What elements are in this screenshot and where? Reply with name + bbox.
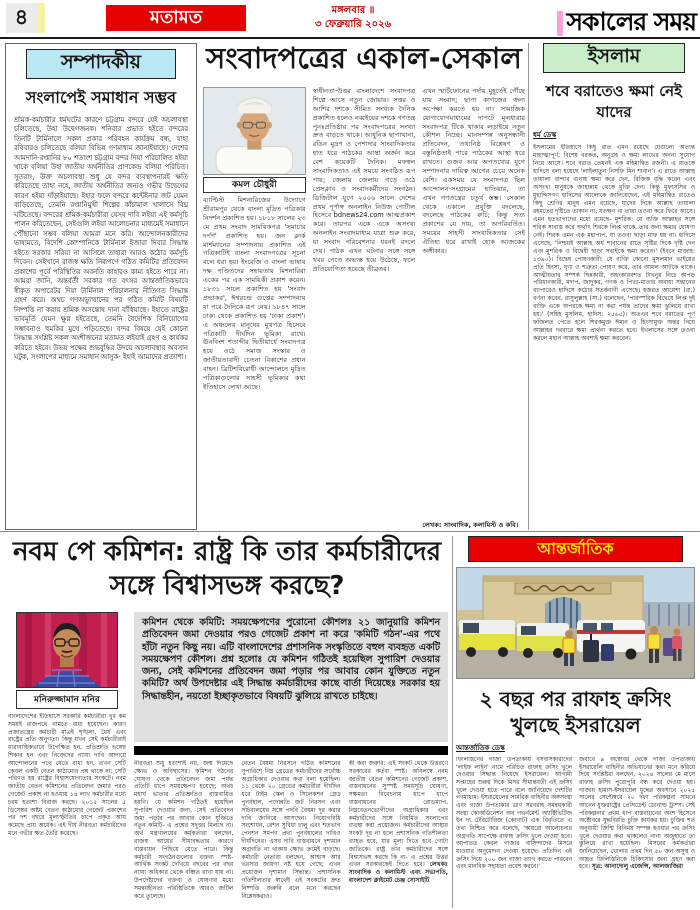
pay-col3-text: বেতন বৈষম্য নিরসনে গঠিত কমিশনের সুপারিশে নিম্ন গ্রেডের কর্মচারীদের সর্বোচ্চ অগ্রাধিকার দেওয়ার কথা বলা হয়েছিল। ১১ থেকে ২০ গ্রেডের কর্মচারীরা দীর্ঘদিন ধরে টাইম স্কেল ও সিলেকশন গ্রেড পুনর্বহাল, পদোন্নতি জট নিরসন এবং সচিবালয়ের সঙ্গে পদবি বৈষম্য দূর করার দাবি জানিয়ে আসছেন। নিয়োগবিধি সংশোধন, রেশন সুবিধা চালু এবং শতভাগ পেনশন সমর্পণ প্রথা পুনর্বহালের দাবিও দীর্ঘদিনের। এসব দাবি বাস্তবায়নে দৃশ্যমান অগ্রগতি না থাকায় ক্ষোভ ক্রমেই বাড়ছে। কর্মচারী নেতারা বলছেন, আশ্বাস আর ভরসার জায়গা নষ্ট হয়ে গেছে; এখন প্রয়োজন দৃশ্যমান সিদ্ধান্ত। প্রশাসনিক গতিশীলতার স্বার্থেই এই সংকটের দ্রুত নিষ্পত্তি জরুরি বলে মনে করছেন বিশ্লেষকরাও। [241,760,341,900]
column-divider-center-islam [528,43,529,530]
islam-body: ইসলামের ইতিহাসে কিছু রাত এমন রয়েছে যেগুলো অত্যন্ত মাহাত্ম্যপূর্ণ; বিশেষ বরকত, অনুগ্রহ ও ক্ষমা লাভের অনন্য সুযোগ নিয়ে আসে। শবে বরাত তেমনই এক মহিমান্বিত রজনী। এ রাতকে হাদিসে বলা হয়েছে 'লাইলাতুন নিসফি মিন শাবান'। এ রাতে আল্লাহ তায়ালা বান্দার গুনাহ ক্ষমা করে দেন, রিজিক বৃদ্ধি করেন এবং অসংখ্য মানুষকে জাহান্নাম থেকে মুক্তি দেন। কিন্তু মুফাসসির ও মুহাদ্দিসগণ হাদিসের আলোকে জানিয়েছেন, এই মহিমান্বিত রাতেও কিছু শ্রেণির মানুষ এমন রয়েছে, যাদের দিকে আল্লাহ তায়ালা রহমতের দৃষ্টিতে তাকান না, যতক্ষণ না তারা তওবা করে ফিরে আসে। এমন হতভাগাদের মধ্যে রয়েছে- মুশরিক: যে ব্যক্তি আল্লাহর সঙ্গে শরিক সাব্যস্ত করে অর্থাৎ শিরকে লিপ্ত থাকে, তার জন্য ক্ষমার ঘোষণা নেই। শিরক এমন এক মহাপাপ, যা তওবা ছাড়া মাফ হয় না। হাদিসে এসেছে, 'নিশ্চয়ই আল্লাহ অর্ধ শাবানের রাতে সৃষ্টির দিকে দৃষ্টি দেন এবং মুশরিক ও বিদ্বেষী ছাড়া সবাইকে ক্ষমা করেন।' (ইবনে মাজাহ: ১৩৯০)। বিদ্বেষ পোষণকারী: যে ব্যক্তি কোনো মুসলমান ভাইয়ের প্রতি হিংসা, ঘৃণা ও শত্রুতা পোষণ করে, তার আমল আটকে থাকে। আত্মীয়তার সম্পর্ক ছিন্নকারী, অহংকারবশত টাখনুর নিচে কাপড় পরিধানকারী, মদ্যপ, জাদুকর, গণক ও পিতা-মাতার অবাধ্য সন্তানের ব্যাপারেও হাদিসে কঠোর সতর্কবাণী এসেছে। হজরত আয়েশা (রা.) বর্ণনা করেন, রাসুলুল্লাহ (সা.) বলেছেন, 'পারস্পরিক বিদ্বেষে লিপ্ত দুই ব্যক্তি একে অপরকে ক্ষমা না করা পর্যন্ত তাদের ক্ষমা ঝুলিয়ে রাখা হয়।' (সহিহ মুসলিম, হাদিস: ২৫৬৫)। অতএব শবে বরাতের পূর্ণ ফজিলত পেতে হলে শিরকমুক্ত ঈমান ও হিংসামুক্ত অন্তর নিয়ে আল্লাহর দরবারে ক্ষমা প্রার্থনা করতে হবে। ইখলাসের সঙ্গে তওবা করলে মহান আল্লাহ অবশ্যই ক্ষমা করবেন। [533,144,695,343]
pay-column-1 [8,612,126,908]
editorial-headline: সংলাপেই সমাধান সম্ভব [25,88,177,107]
intl-source: সূত্র: আনাদোলু এজেন্সি, আলজাজিরা [591,864,683,871]
pay-commission-article[interactable] [6,536,448,908]
author-caption-kamal: কমল চৌধুরী [203,177,306,193]
pay-headline: নবম পে কমিশন: রাষ্ট্র কি তার কর্মচারীদের সঙ্গে বিশ্বাসভঙ্গ করছে? [12,537,442,601]
international-headline: ২ বছর পর রাফাহ ক্রসিং খুলছে ইসরায়েল [479,687,672,737]
rafah-crossing-photo [456,567,695,679]
islam-headline: শবে বরাতেও ক্ষমা নেই যাদের [546,82,682,121]
pay-col1-text: বাংলাদেশের ইতিহাসে সরকারি কর্মচারীরা খুব কম সময়ই রাজপথে নামতে বাধ্য হয়েছেন। কারণ প্রজাতন্ত্রের কর্মচারী মাত্রই শৃঙ্খলা, ধৈর্য এবং রাষ্ট্রের প্রতি অনুগত্য। কিন্তু যখন সেই কর্মচারীরাই ধারাবাহিকভাবে উপেক্ষিত হন, প্রতিশ্রুতি ভঙ্গের শিকার হন এবং নিজেদের ন্যায্য দাবি আদায়ে আন্দোলনের পথে যেতে বাধ্য হন, তখন সেটি কেবল একটি বেতন কাঠামোর প্রশ্ন থাকে না; সেটি পরিণত হয় রাষ্ট্রের বিশ্বাসযোগ্যতার সংকটে। নবম জাতীয় বেতন কমিশনের প্রতিবেদন জমার পরও গেজেট প্রকাশ না হওয়ায় ১৪ লাখ কর্মচারীর মধ্যে চরম হতাশা বিরাজ করছে। ২০১৫ সালের ৫ ডিসেম্বর অষ্টম বেতন কাঠামোর গেজেট প্রকাশের পর দশ বছরে মূল্যস্ফীতির চাপে প্রকৃত আয় কমেছে প্রায় অর্ধেক। এই দীর্ঘ নীরবতা কর্মচারীদের মনে গভীর ক্ষত তৈরি করেছে। [8,713,126,837]
islam-section-label: ইসলাম [543,43,685,73]
center-headline: সংবাদপত্রের একাল-সেকাল [206,41,522,75]
date-block [288,4,418,31]
center-column-1 [203,87,306,530]
masthead-pink-bar-icon [557,11,563,36]
pay-author-footer: লেখকঃ সাংবাদিক ও কলামিস্ট এবং সভাপতি, বাংলাদেশ ক্লাইমেট চেঞ্জ সোসাইটি [348,861,448,884]
center-column-2 [313,87,416,530]
intl-col2-text: জবাবে ৯ অক্টোবর থেকে গাজা উপত্যকায় ইসরায়েলি বাহিনীর অভিযানের কথা মনে করিয়ে দিয়ে সংশ্লিষ্টরা বলছেন, ২০২৪ সালের মে মাসে রাফাহ ক্রসিং পুরোপুরি বন্ধ করে দেওয়া হয়। গাজায় হামাস-ইসরায়েল যুদ্ধের অবসানে ২০২৫ সালের সেপ্টেম্বরে ২০ দফা পরিকল্পনা সামনে আনেন যুক্তরাষ্ট্রের প্রেসিডেন্ট ডোনাল্ড ট্রাম্প। সেই পরিকল্পনার প্রথম ধাপ বাস্তবায়নের অংশ হিসেবে অক্টোবরে যুদ্ধবিরতি চুক্তি কার্যকর হয়। চুক্তির শর্ত অনুযায়ী জিম্মি বিনিময় সম্পন্ন হওয়ার পর ক্রসিং খুলে দেওয়ার কথা থাকলেও নানা অজুহাতে তা ঝুলিয়ে রাখা হয়েছিল। মিসরের কর্মকর্তারা জানিয়েছেন, খোলার প্রথম দিন ৫০ জন অসুস্থ ও আহত ফিলিস্তিনিকে চিকিৎসার জন্য গ্রহণ করা হবে। [579,757,695,871]
masthead-title: সকালের সময় [566,7,696,36]
center-column-3 [422,87,525,530]
intl-column-2 [579,757,695,908]
intro-divider-bar [134,746,448,755]
column-divider-bottom [452,536,453,908]
editorial-section-label: সম্পাদকীয় [26,49,176,79]
author-caption-monir: মনিরুজ্জামান মনির [16,690,118,709]
center-article[interactable] [203,43,525,530]
international-byline: আন্তর্জাতিক ডেস্ক [456,744,505,752]
center-col1-text: ব্যাপ্টিস্ট মিশনারিজের উদ্যোগে শ্রীরামপুর থেকে বাংলা মুদ্রিত পত্রিকার নিদর্শন প্রকাশিত হয়। ১৮১৮ সালের ২৩ মে প্রথম সংবাদ সাময়িকপত্র 'সমাচার দর্পণ' প্রকাশিত হয়। জন ক্লার্ক মার্শম্যানের সম্পাদনায় প্রকাশিত এই পত্রিকাটিই বাংলা সংবাদপত্রের সূচনা বলে ধরা হয়। ইংরেজি ও বাংলা ভাষায় দক্ষ পণ্ডিতদের সহায়তায় মিশনারিরা একের পর এক সাময়িকী প্রকাশ করেন। ১৮৩১ সালে প্রকাশিত হয় 'সংবাদ প্রভাকর', ঈশ্বরচন্দ্র গুপ্তের সম্পাদনায় যা পরে দৈনিকে রূপ নেয়। ১৮৪৭ সালে ঢাকা থেকে প্রকাশিত হয় 'ঢাকা প্রকাশ'। এ অঞ্চলের মানুষের মুখপত্র হিসেবে পত্রিকাটি দীর্ঘদিন ভূমিকা রাখে। ঊনবিংশ শতাব্দীর দ্বিতীয়ার্ধে সংবাদপত্র হয়ে ওঠে সমাজ সংস্কার ও জাতীয়তাবাদী চেতনা বিকাশের প্রধান বাহন। ব্রিটিশবিরোধী আন্দোলনে মুদ্রিত পত্রিকাগুলোর সাহসী ভূমিকার কথা ইতিহাসে লেখা আছে। [203,196,306,391]
pay-intro-box: কমিশন থেকে কমিটি: সময়ক্ষেপণের পুরোনো কৌশলঃ ২১ জানুয়ারি কমিশন প্রতিবেদন জমা দেওয়ার পরও গেজেট প্রকাশ না করে 'কমিটি গঠন'-এর পথে হাঁটা নতুন কিছু নয়। এটি বাংলাদেশের প্রশাসনিক সংস্কৃতিতে বহুল ব্যবহৃত একটি সময়ক্ষেপণ কৌশল। প্রশ্ন হলোঃ যে কমিশন গঠিতই হয়েছিল সুপারিশ দেওয়ার জন্য, সেই কমিশনের প্রতিবেদন জমা পড়ার পর আবার কোন যুক্তিতে নতুন কমিটি? অর্থ উপদেষ্টার এই সিদ্ধান্ত কর্মচারীদের কাছে বার্তা দিয়েছেঃ সরকার হয় সিদ্ধান্তহীন, নয়তো ইচ্ছাকৃতভাবে বিষয়টি ঝুলিয়ে রাখতে চাইছে। [134,612,448,742]
center-author-footer: লেখক: সাংবাদিক, কলামিস্ট ও কবি। [422,521,519,530]
islam-byline: ধর্ম ডেস্ক [533,131,557,139]
date-full: ৩ ফেব্রুয়ারি ২০২৬ [314,18,392,30]
section-tag-opinion: মতামত [106,5,246,31]
islam-article[interactable] [533,43,695,530]
author-photo-kamal [203,87,306,175]
date-weekday: মঙ্গলবার ॥ [331,5,375,16]
pay-column-4 [349,760,448,908]
editorial-article[interactable] [5,43,197,530]
pay-col2-text: নীরবতা শুধু হতাশাই নয়, জন্ম দিয়েছে ক্ষোভ ও অবিশ্বাসের। কমিশন গঠনের ঘোষণা থেকে প্রতিবেদন জমা পর্যন্ত প্রতিটি ধাপে সময়ক্ষেপণ হয়েছে; অথচ মহার্ঘ ভাতার প্রতিশ্রুতিও বাস্তবায়িত হয়নি। যে কমিশন গঠিতই হয়েছিল সুপারিশ দেওয়ার জন্য, সেই প্রতিবেদন জমা পড়ার পর আবার কোন যুক্তিতে নতুন কমিটি- এ প্রশ্নের সদুত্তর মিলছে না। অর্থ মন্ত্রণালয়ের কর্মকর্তারা বলছেন, রাজস্ব আয়ের সীমাবদ্ধতার কারণে বাস্তবায়ন পিছিয়ে যেতে পারে। কিন্তু কর্মচারী সংগঠনগুলোর বক্তব্য স্পষ্ট- আর্থিক সংকট দেখিয়ে বছরের পর বছর ন্যায্য অধিকার থেকে বঞ্চিত রাখা যায় না। উপদেষ্টাদের বক্তব্য ও ঘোষণার মধ্যে সমন্বয়হীনতা পরিস্থিতিকে আরও জটিল করে তুলেছে। [134,760,234,900]
section-divider-horizontal [0,531,700,532]
international-article[interactable] [456,536,695,908]
intl-col1-text: ফিলিস্তিনের গাজা উপত্যকায় বসবাসকারীদের 'লাইফ লাইন' নামে পরিচিত রাফাহ ক্রসিং খুলে দেওয়ার সিদ্ধান্ত নিয়েছে ইসরায়েল। আগামী সপ্তাহের শুরুর দিকে মিসর সীমান্তবর্তী এই ক্রসিং খুলে দেওয়া হতে পারে বলে জানিয়েছে দেশটির গণমাধ্যম। ইসরায়েলের সামরিক বাহিনীর অঙ্গসংস্থা এবং গাজা উপত্যকার ত্রাণ সরবরাহ সমন্বয়কারী সংস্থা কোঅর্ডিনেশন অব গভর্নমেন্ট অ্যাক্টিভিটিজ ইন দ্য টেরিটোরিজ (কোগাট) এক বিবৃতিতে এ তথ্য নিশ্চিত করে বলেছে, 'কায়রো আলোচনার অগ্রগতি সাপেক্ষে রাফাহ ক্রসিং খুলে দেওয়া হবে। আপাতত কেবল গাজার বাসিন্দাদের মিসরে যাওয়ার অনুমোদন দেওয়া হয়েছে। প্রতিদিন এই ক্রসিং দিয়ে ২০০ জন গাজা ত্যাগ করতে পারবেন এবং মানবিক সহায়তা প্রবেশ করবে।' [456,757,572,871]
center-col3-text: এখন স্মার্টফোনের পর্দায় মুহূর্তেই পৌঁছে যায় সংবাদ; ছাপা কাগজের জন্য অপেক্ষা করতে হয় না। সামাজিক যোগাযোগমাধ্যমের দাপটে মূলধারার সংবাদপত্র টিকে থাকার লড়াইয়ে নতুন কৌশল নিচ্ছে। মানসম্পন্ন অনুসন্ধানী প্রতিবেদন, তথ্যনিষ্ঠ বিশ্লেষণ ও বস্তুনিষ্ঠতাই পারে পাঠকের আস্থা ধরে রাখতে। গুজব আর অপতথ্যের যুগে সম্পাদনার দায়িত্ব আগের চেয়ে অনেক বেশি। একসময় যে সংবাদপত্র ছিল আন্দোলন-সংগ্রামের হাতিয়ার, তা এখন গণতন্ত্রের চতুর্থ স্তম্ভ। সেকাল থেকে একালে প্রযুক্তি বদলেছে, বদলেছে পাঠকের রুচি; কিন্তু সত্য প্রকাশের যে দায়, তা অপরিবর্তিত। সময়ের সাহসী সাংবাদিকতার সেই ঐতিহ্য ধরে রাখাই হোক আজকের অঙ্গীকার। [422,87,526,256]
header-divider [0,37,700,39]
pay-col4-text: কী করা জরুরি: এই সংকট থেকে উত্তরণে সরকারের কর্তব্য স্পষ্ট। অবিলম্বে নবম জাতীয় বেতন কমিশনের গেজেট প্রকাশ, বাস্তবায়নের সুস্পষ্ট সময়সূচি ঘোষণা, সক্ষমতা বিবেচনায় ধাপে ধাপে বাস্তবায়নের রোডম্যাপ, নিম্নবেতনভোগীদের অগ্রাধিকার এবং কর্মচারীদের সঙ্গে নিয়মিত সংলাপের ব্যবস্থা করা প্রয়োজন। কর্মচারীদের আস্থার সংকট দূর না হলে প্রশাসনিক গতিশীলতা ব্যাহত হবে, যার মূল্য দিতে হবে গোটা জাতিকে। রাষ্ট্র তার কর্মচারীদের সঙ্গে বিশ্বাসভঙ্গ করছে কি না- এ প্রশ্নের উত্তর এখন সরকারকেই দিতে হবে। [348,760,448,869]
page-number: ৪ [6,3,37,33]
center-col2-text: স্বাধীনতা-উত্তর বাংলাদেশে সংবাদপত্র শিল্পে আসে নতুন জোয়ার। সত্তর ও আশির দশকে সীমিত সংখ্যক দৈনিক প্রকাশিত হলেও নব্বইয়ের দশকে গণতন্ত্র পুনঃপ্রতিষ্ঠার পর সংবাদপত্রের সংখ্যা দ্রুত বাড়তে থাকে। আধুনিক ছাপাখানা, রঙিন মুদ্রণ ও পেশাদার সাংবাদিকতার হাত ধরে পাঠকের আস্থা অর্জন করে বেশ কয়েকটি দৈনিক। মফস্বল সাংবাদিকতাও এই সময়ে সংগঠিত রূপ পায়; জেলায় জেলায় গড়ে ওঠে প্রেসক্লাব ও সংবাদকর্মীদের সংগঠন। ডিজিটাল যুগে ২০০৬ সালে দেশের প্রথম পূর্ণাঙ্গ অনলাইন নিউজ পোর্টাল হিসেবে bdnews24.com আত্মপ্রকাশ করে। তারপর একে একে অসংখ্য অনলাইন সংবাদমাধ্যম যাত্রা শুরু করে, যা সংবাদ পরিবেশনার ধরনই বদলে দেয়। পাঠক এখন ঘটনার সঙ্গে সঙ্গে খবর পেতে অভ্যস্ত হয়ে উঠেছে, ফলে প্রতিযোগিতা হয়েছে তীব্রতর। [312,87,416,273]
editorial-body: শ্রমিক-কর্মচারীর ধর্মঘটের কারণে চট্টগ্রাম বন্দরে যেই অচলাবস্থা চলিতেছে, উহা উদ্বেগজনক। শনিবার প্রভাত হইতে বন্দরের তিনটি টার্মিনালে সকল প্রকার পরিবহন কার্যক্রম বন্ধ, যাহা রবিবারও চলিতেছে বলিয়া বিভিন্ন গণমাধ্যম জানাইয়াছে। দেশের আমদানি-রপ্তানির ৮০ শতাংশ চট্টগ্রাম বন্দর দিয়া পরিচালিত হইয়া থাকে বলিয়া উহা জাতীয় অর্থনীতির প্রাণকেন্দ্র বলিয়া পরিচিত। সুতরাং, উক্ত অচলাবস্থা শুধু যে বন্দর ব্যবস্থাপনারই ক্ষতি করিতেছে তাহা নহে, জাতীয় অর্থনীতির জন্যও গভীর উদ্বেগের কারণ হইয়া দাঁড়াইয়াছে। ইহার ফলে বন্দরে কন্টেইনার জট যেমন বাড়িতেছে, তেমনি রপ্তানিমুখী শিল্পের কাঁচামাল খালাসে বিঘ্ন ঘটিতেছে। বন্দরের শ্রমিক-কর্মচারীরা যেসব দাবি লইয়া এই কর্মসূচি পালন করিতেছেন, সেইগুলি লইয়া আলোচনার মাধ্যমেই সমাধানে পৌঁছানো সম্ভব বলিয়া আমরা মনে করি। আন্দোলনকারীদের ভাষ্যমতে, বিদেশি কোম্পানিকে টার্মিনাল ইজারা দিবার সিদ্ধান্ত হইতে সরকার সরিয়া না আসিলে তাহারা আরও কঠোর কর্মসূচি দিবেন। সেইখানে রাজস্ব ক্ষতি নিরূপণে গঠিত কমিটির প্রতিবেদন প্রকাশের পূর্বে পরিস্থিতির অবনতি কাহারও কাম্য হইতে পারে না। আমরা জানি, অন্তর্বর্তী সরকার গত বৎসর আন্তর্জাতিকভাবে স্বীকৃত অপারেটর দিয়া টার্মিনাল পরিচালনার নীতিগত সিদ্ধান্ত গ্রহণ করে। অথচ গণঅভ্যুত্থানের পর গঠিত কমিটি বিষয়টি নিষ্পত্তি না করায় শ্রমিক অসন্তোষ দানা বাঁধিয়াছে। ইহাতে রাষ্ট্রের ভাবমূর্তি যেমন ক্ষুণ্ণ হইতেছে, তেমনি বৈদেশিক বিনিয়োগের সম্ভাবনাও হুমকির মুখে পড়িতেছে। বন্দর বিষয়ে যেই কোনো সিদ্ধান্ত সংশ্লিষ্ট সকল অংশীজনের মতামত লইয়াই গ্রহণ ও কার্যকর করিতে হইবে। উভয় পক্ষের শুভবুদ্ধির উদয়ে অচলাবস্থার অবসান ঘটুক, সংলাপের মাধ্যমে সমাধান আসুক- ইহাই আমাদের প্রত্যাশা। [14,115,188,362]
page-number-strip [37,3,45,33]
international-section-label: আন্তর্জাতিক [468,536,683,562]
author-photo-monir [16,612,118,688]
